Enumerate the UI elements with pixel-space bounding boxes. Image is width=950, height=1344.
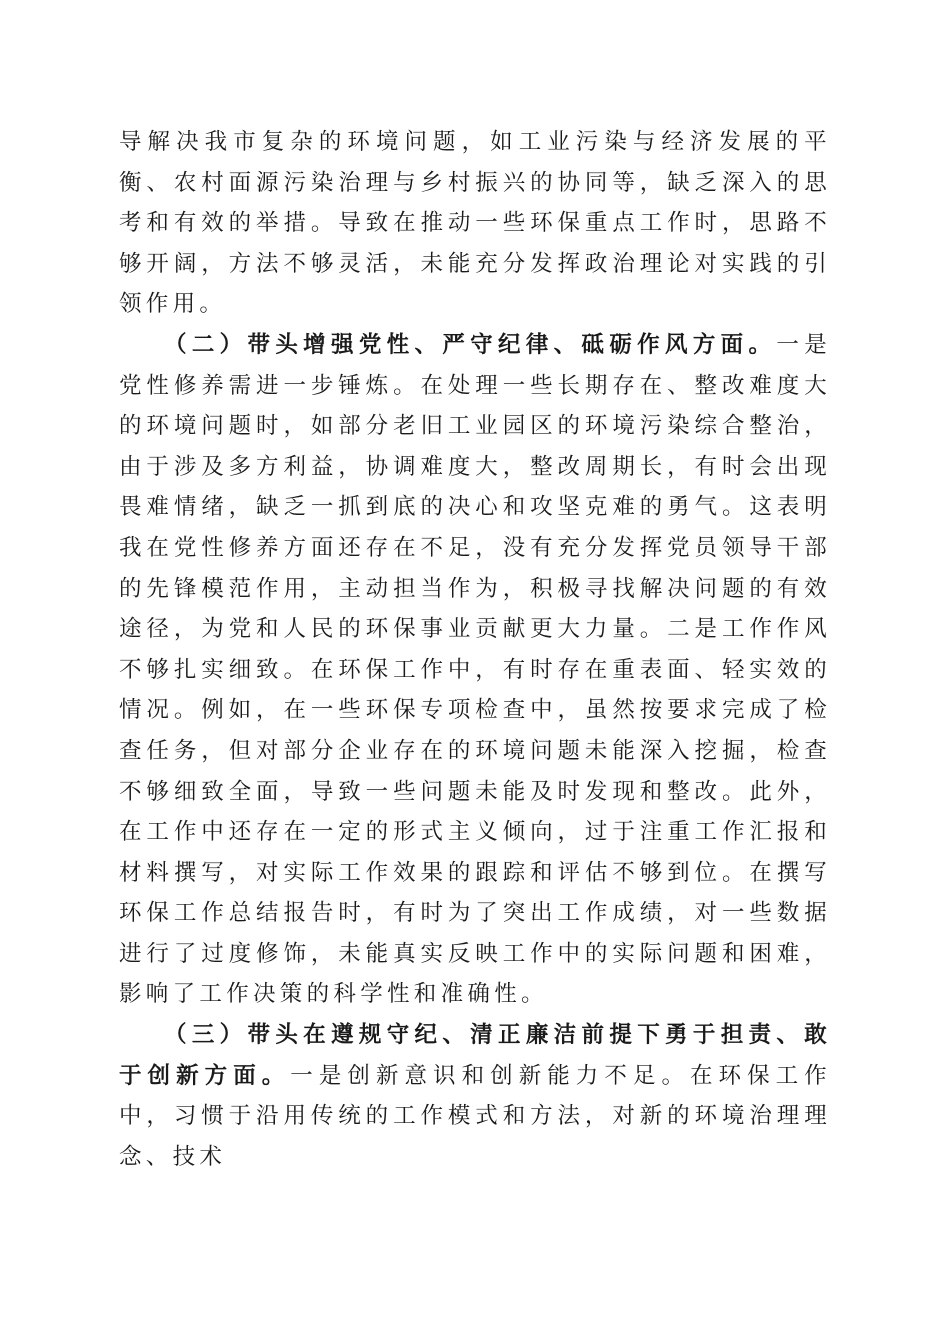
section-heading: （二）带头增强党性、严守纪律、砥砺作风方面。 <box>164 331 777 358</box>
body-text <box>119 122 831 1177</box>
paragraph-continuation <box>119 122 831 325</box>
paragraph-section-2 <box>119 325 831 1015</box>
paragraph-text: 一是党性修养需进一步锤炼。在处理一些长期存在、整改难度大的环境问题时，如部分老旧工业园区的环境污染综合整治，由于涉及多方利益，协调难度大，整改周期长，有时会出现畏难情绪，缺乏一抓到底的决心和攻坚克难的勇气。这表明我在党性修养方面还存在不足，没有充分发挥党员领导干部的先锋模范作用，主动担当作为，积极寻找解决问题的有效途径，为党和人民的环保事业贡献更大力量。二是工作作风不够扎实细致。在环保工作中，有时存在重表面、轻实效的情况。例如，在一些环保专项检查中，虽然按要求完成了检查任务，但对部分企业存在的环境问题未能深入挖掘，检查不够细致全面，导致一些问题未能及时发现和整改。此外，在工作中还存在一定的形式主义倾向，过于注重工作汇报和材料撰写，对实际工作效果的跟踪和评估不够到位。在撰写环保工作总结报告时，有时为了突出工作成绩，对一些数据进行了过度修饰，未能真实反映工作中的实际问题和困难，影响了工作决策的科学性和准确性。 <box>119 331 831 1008</box>
paragraph-section-3 <box>119 1015 831 1177</box>
paragraph-text: 一是创新意识和创新能力不足。在环保工作中，习惯于沿用传统的工作模式和方法，对新的环境治理理念、技术 <box>119 1062 831 1170</box>
paragraph-text: 导解决我市复杂的环境问题，如工业污染与经济发展的平衡、农村面源污染治理与乡村振兴的协同等，缺乏深入的思考和有效的举措。导致在推动一些环保重点工作时，思路不够开阔，方法不够灵活，未能充分发挥政治理论对实践的引领作用。 <box>119 129 831 318</box>
section-heading: （三）带头在遵规守纪、清正廉洁前提下勇于担责、敢于创新方面。 <box>119 1022 831 1089</box>
